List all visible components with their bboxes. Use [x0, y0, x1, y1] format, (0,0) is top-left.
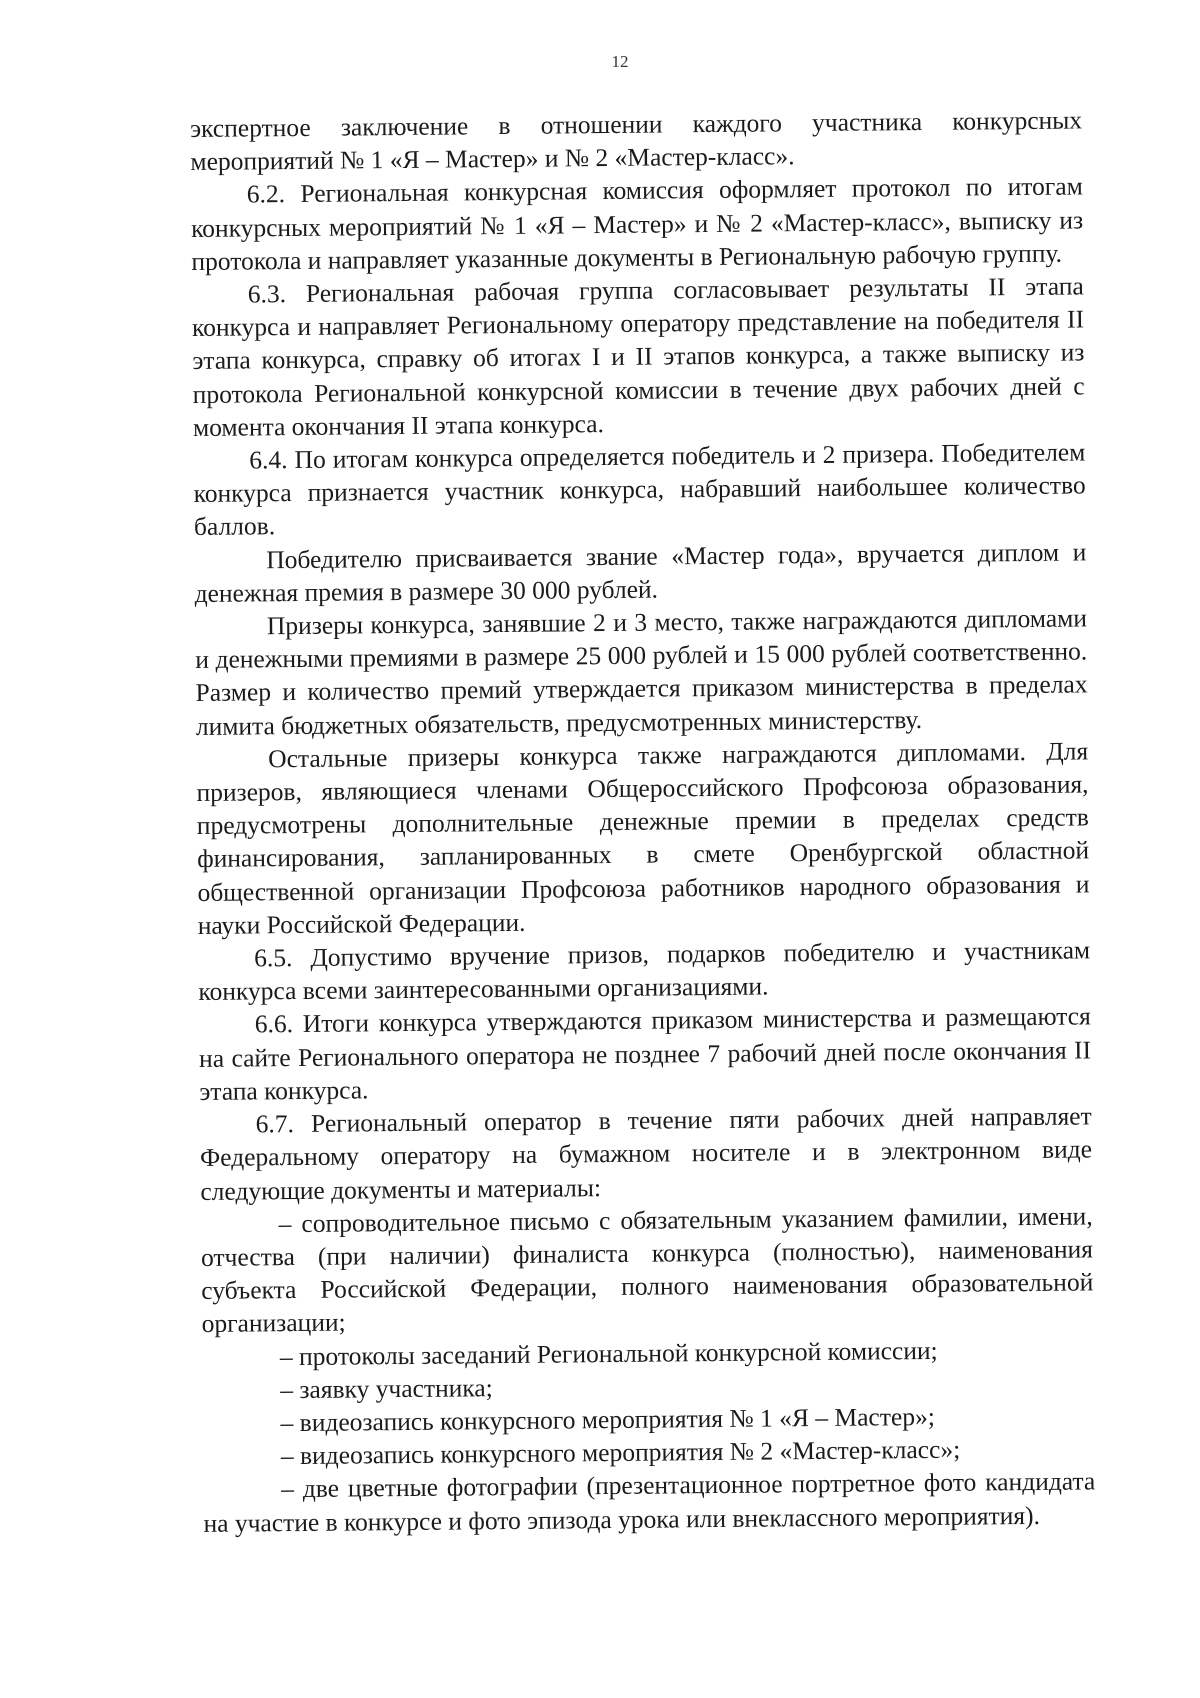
list-item-photos: – две цветные фотографии (презентационное портретное фото кандидата на участие в конкурсе и фото эпизода урока или внеклассного мероприятия). [203, 1466, 1096, 1538]
page-number: 12 [611, 52, 629, 71]
list-item-cover-letter: – сопроводительное письмо с обязательным указанием фамилии, имени, отчества (при наличии) финалиста конкурса (полностью), наименования субъекта Российской Федерации, полного наименования образовательной организации; [200, 1201, 1094, 1339]
paragraph-6-5: 6.5. Допустимо вручение призов, подарков победителю и участникам конкурса всеми заинтересованными организациями. [198, 935, 1091, 1007]
paragraph-6-3: 6.3. Региональная рабочая группа согласовывает результаты II этапа конкурса и направляет Региональному оператору представление на победителя II этапа конкурса, справку об итогах I и II этапов конкурса, а также выписку из протокола Региональной конкурсной комиссии в течение двух рабочих дней с момента окончания II этапа конкурса. [191, 271, 1085, 442]
list-item-video-1: – видеозапись конкурсного мероприятия № 1 «Я – Мастер»; [280, 1401, 935, 1438]
paragraph-6-4: 6.4. По итогам конкурса определяется победитель и 2 призера. Победителем конкурса признается участник конкурса, набравший наибольшее количество баллов. [193, 437, 1086, 542]
paragraph-winner-award: Победителю присваивается звание «Мастер года», вручается диплом и денежная премия в размере 30 000 рублей. [194, 537, 1087, 608]
document-body [190, 103, 1096, 1539]
paragraph-other-prize-winners: Остальные призеры конкурса также награждаются дипломами. Для призеров, являющиеся членами Общероссийского Профсоюза образования, предусмотрены дополнительные денежные премии в пределах средств финансирования, запланированных в смете Оренбургской областной общественной организации Профсоюза работников народного образования и науки Российской Федерации. [196, 736, 1090, 940]
list-item-application: – заявку участника; [280, 1372, 493, 1404]
paragraph-6-6: 6.6. Итоги конкурса утверждаются приказом министерства и размещаются на сайте Регионального оператора не позднее 7 рабочий дней после окончания II этапа конкурса. [198, 1001, 1092, 1106]
paragraph-continuation: экспертное заключение в отношении каждого участника конкурсных мероприятий № 1 «Я – Мастер» и № 2 «Мастер-класс». [190, 105, 1083, 177]
list-item-protocols: – протоколы заседаний Региональной конкурсной комиссии; [279, 1335, 938, 1371]
paragraph-prize-winners: Призеры конкурса, занявшие 2 и 3 место, также награждаются дипломами и денежными премиями в размере 25 000 рублей и 15 000 рублей соответственно. Размер и количество премий утверждается приказом министерства в пределах лимита бюджетных обязательств, предусмотренных министерству. [195, 603, 1088, 741]
paragraph-6-2: 6.2. Региональная конкурсная комиссия оформляет протокол по итогам конкурсных мероприятий № 1 «Я – Мастер» и № 2 «Мастер-класс», выписку из протокола и направляет указанные документы в Региональную рабочую группу. [190, 171, 1084, 276]
list-item-video-2: – видеозапись конкурсного мероприятия № 2 «Мастер-класс»; [280, 1434, 961, 1471]
paragraph-6-7: 6.7. Региональный оператор в течение пяти рабочих дней направляет Федеральному оператору на бумажном носителе и в электронном виде следующие документы и материалы: [199, 1101, 1093, 1206]
